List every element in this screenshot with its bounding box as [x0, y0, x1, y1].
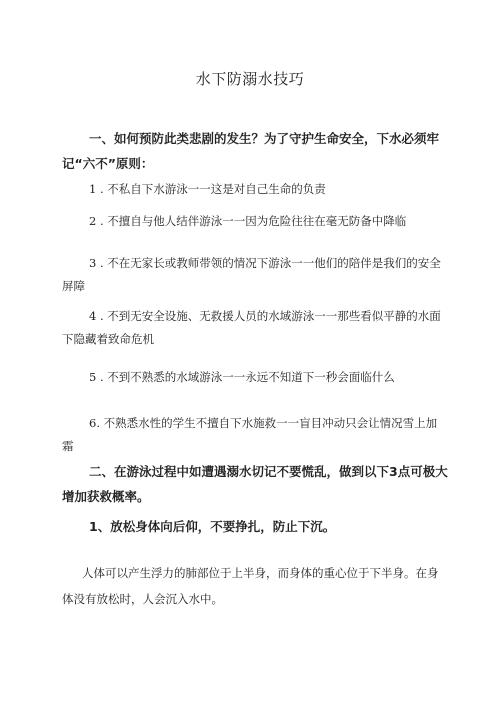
rule-item-4: 4 . 不到无安全设施、无救援人员的水域游泳一一那些看似平静的水面下隐藏着致命危机: [62, 309, 441, 346]
tip-paragraph-1: 人体可以产生浮力的肺部位于上半身，而身体的重心位于下半身。在身体没有放松时，人会沉入水中。: [62, 566, 439, 606]
rule-item-3: 3 . 不在无家长或教师带领的情况下游泳一一他们的陪伴是我们的安全屏障: [62, 256, 441, 293]
section-heading-1: 一、如何预防此类悲剧的发生？为了守护生命安全，下水必须牢记“六不”原则：: [62, 131, 440, 171]
rule-item-1: 1 . 不私自下水游泳一一这是对自己生命的负责: [89, 182, 326, 196]
rule-item-6: 6. 不熟悉水性的学生不擅自下水施救一一盲目冲动只会让情况雪上加霜: [62, 416, 438, 453]
document-title: 水下防溺水技巧: [195, 70, 305, 88]
tip-heading-1: 1、放松身体向后仰，不要挣扎，防止下沉。: [89, 519, 336, 534]
rule-item-2: 2 . 不擅自与他人结伴游泳一一因为危险往往在毫无防备中降临: [89, 214, 407, 228]
section-heading-2: 二、在游泳过程中如遭遇溺水切记不要慌乱，做到以下3点可极大增加获救概率。: [62, 464, 448, 504]
rule-item-5: 5 . 不到不熟悉的水域游泳一一永远不知道下一秒会面临什么: [89, 370, 395, 384]
